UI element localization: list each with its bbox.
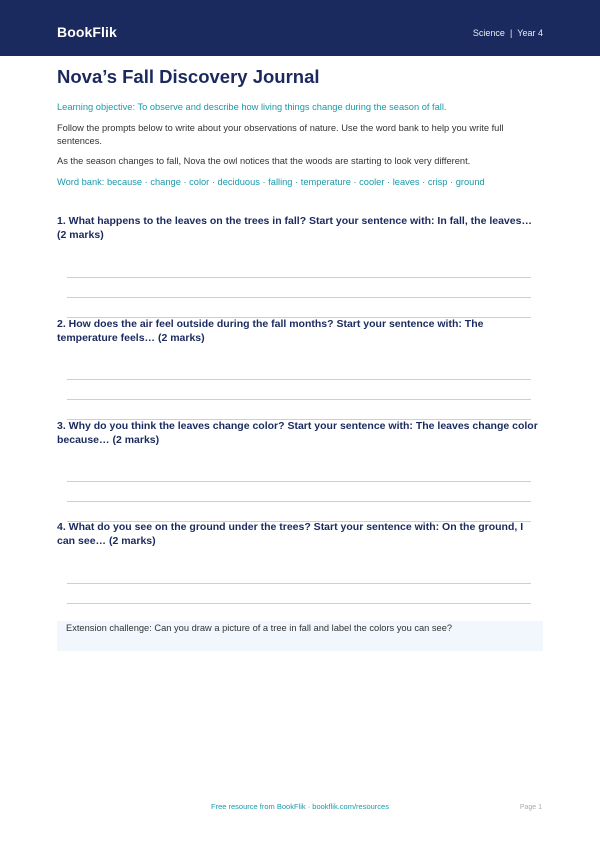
- header-meta: [473, 27, 543, 39]
- brand-logo-text[interactable]: BookFlik: [57, 24, 117, 40]
- question-block: [57, 419, 543, 447]
- question-block: [57, 520, 543, 548]
- answer-line[interactable]: [67, 603, 531, 604]
- answer-line[interactable]: [67, 399, 531, 400]
- page-title: Nova’s Fall Discovery Journal: [57, 66, 320, 87]
- header-bar: [0, 0, 600, 56]
- footer-resource-link[interactable]: Free resource from BookFlik · bookflik.com/resources: [211, 802, 389, 811]
- extension-challenge-text: Extension challenge: Can you draw a picture of a tree in fall and label the colors you can see?: [66, 623, 453, 633]
- answer-line[interactable]: [67, 481, 531, 482]
- answer-line[interactable]: [67, 297, 531, 298]
- subject-label: Science: [472, 28, 505, 38]
- question-text: 2. How does the air feel outside during the fall months? Start your sentence with: The temperature feels… (2 marks): [57, 318, 484, 344]
- question-block: [57, 214, 543, 242]
- question-text: 4. What do you see on the ground under the trees? Start your sentence with: On the ground, I can see… (2 marks): [57, 521, 524, 547]
- meta-separator: |: [509, 28, 513, 38]
- question-text: 3. Why do you think the leaves change color? Start your sentence with: The leaves change color because… (2 marks): [57, 420, 538, 446]
- answer-line[interactable]: [67, 583, 531, 584]
- word-bank: Word bank: because · change · color · deciduous · falling · temperature · cooler · leaves · crisp · ground: [57, 176, 485, 187]
- intro-text: As the season changes to fall, Nova the owl notices that the woods are starting to look very different.: [57, 156, 471, 166]
- learning-objective: Learning objective: To observe and describe how living things change during the season of fall.: [57, 102, 447, 112]
- answer-line[interactable]: [67, 277, 531, 278]
- answer-line[interactable]: [67, 379, 531, 380]
- question-block: [57, 317, 543, 345]
- extension-challenge-box: [57, 621, 543, 651]
- year-label: Year 4: [517, 28, 543, 38]
- intro-section: [57, 66, 543, 188]
- page-number: Page 1: [519, 804, 542, 811]
- instructions-text: Follow the prompts below to write about your observations of nature. Use the word bank to help you write full sentences.: [57, 123, 504, 146]
- question-text: 1. What happens to the leaves on the trees in fall? Start your sentence with: In fall, the leaves… (2 marks): [57, 215, 532, 241]
- answer-line[interactable]: [67, 501, 531, 502]
